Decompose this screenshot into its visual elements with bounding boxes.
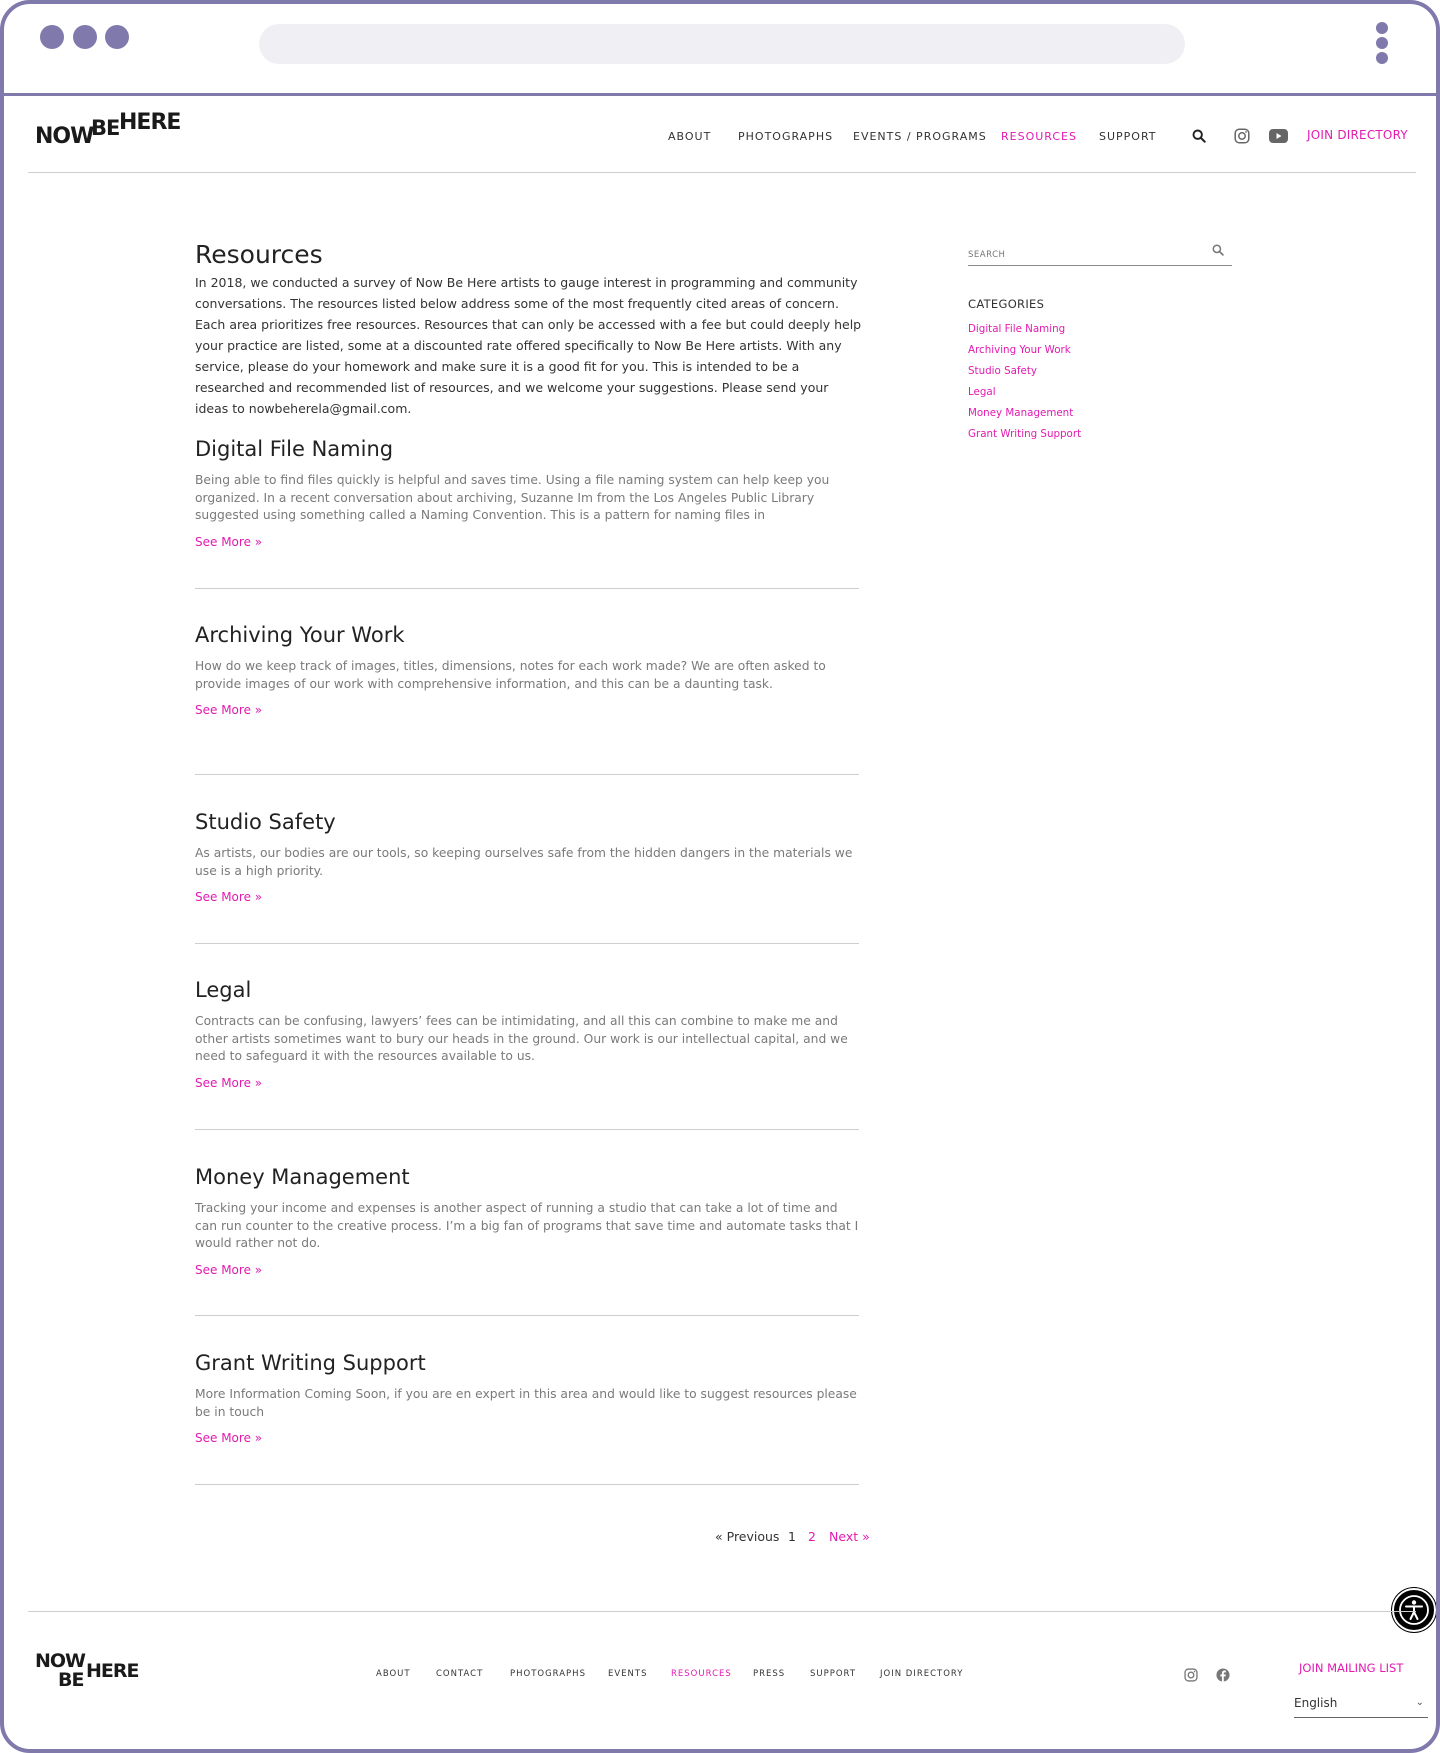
browser-chrome — [4, 4, 1436, 96]
category-link[interactable]: Studio Safety — [968, 365, 1038, 377]
category-link[interactable]: Money Management — [968, 407, 1074, 419]
pagination-page-current: 1 — [788, 1529, 796, 1544]
footer-nav-photographs[interactable]: PHOTOGRAPHS — [510, 1669, 586, 1679]
post-divider — [195, 1315, 859, 1316]
language-select[interactable] — [1294, 1696, 1428, 1718]
search-input[interactable] — [968, 250, 1198, 260]
footer-nav-contact[interactable]: CONTACT — [436, 1669, 484, 1679]
accessibility-icon — [1394, 1590, 1434, 1630]
logo-now: NOW — [35, 124, 94, 149]
instagram-icon[interactable] — [1234, 128, 1250, 144]
post-excerpt: How do we keep track of images, titles, dimensions, notes for each work made? We are often asked to provide images of our work with comprehensive information, and this can be a daunting task. — [195, 659, 826, 691]
category-link[interactable]: Grant Writing Support — [968, 428, 1082, 440]
see-more-link[interactable]: See More » — [195, 1075, 263, 1090]
post-item — [195, 1350, 859, 1446]
post-excerpt: As artists, our bodies are our tools, so keeping ourselves safe from the hidden dangers in the materials we use is a high priority. — [195, 846, 853, 878]
post-divider — [195, 1484, 859, 1485]
post-excerpt: Being able to find files quickly is helpful and saves time. Using a file naming system can help keep you organized. In a recent conversation about archiving, Suzanne Im from the Los Angeles Public Library suggested using something called a Naming Convention. This is a pattern for naming files in — [195, 473, 830, 522]
join-directory-link[interactable]: JOIN DIRECTORY — [1307, 128, 1408, 142]
logo-here: HERE — [86, 1660, 139, 1682]
category-link[interactable]: Archiving Your Work — [968, 344, 1071, 356]
instagram-icon[interactable] — [1184, 1668, 1198, 1682]
post-item — [195, 809, 859, 905]
footer-nav-resources[interactable]: RESOURCES — [671, 1669, 732, 1679]
pagination-next[interactable]: Next » — [829, 1529, 870, 1544]
category-link[interactable]: Digital File Naming — [968, 323, 1066, 335]
intro-text: In 2018, we conducted a survey of Now Be Here artists to gauge interest in programming and community conversations. The resources listed below address some of the most frequently cited areas of concern. Each area prioritizes free resources. Resources that can only be accessed with a fee but could deeply help your practice are listed, some at a discounted rate offered specifically to Now Be Here artists. With any service, please do your homework and make sure it is a good fit for you. This is intended to be a researched and recommended list of resources, and we welcome your suggestions. Please send your ideas to nowbeherela@gmail.com. — [195, 275, 862, 416]
window-dot[interactable] — [73, 25, 97, 49]
categories-list — [968, 322, 1081, 448]
nav-events-programs[interactable]: EVENTS / PROGRAMS — [853, 130, 987, 143]
see-more-link[interactable]: See More » — [195, 1431, 263, 1445]
post-divider — [195, 1129, 859, 1130]
post-divider — [195, 588, 859, 589]
language-value: English — [1294, 1696, 1338, 1710]
main-content — [195, 240, 865, 419]
post-divider — [195, 774, 859, 775]
post-excerpt: Contracts can be confusing, lawyers’ fees can be intimidating, and all this can combine to make me and other artists sometimes want to bury our heads in the ground. Our work is our intellectual capital, and we need to safeguard it with the resources available to us. — [195, 1014, 848, 1063]
see-more-link[interactable]: See More » — [195, 703, 263, 717]
window-dot[interactable] — [40, 25, 64, 49]
header-divider — [28, 172, 1416, 173]
post-excerpt: More Information Coming Soon, if you are en expert in this area and would like to suggest resources please be in touch — [195, 1387, 857, 1419]
nav-photographs[interactable]: PHOTOGRAPHS — [738, 130, 834, 143]
see-more-link[interactable]: See More » — [195, 1262, 263, 1277]
see-more-link[interactable]: See More » — [195, 890, 263, 904]
more-menu-icon[interactable] — [1372, 22, 1392, 70]
post-item — [195, 977, 859, 1091]
join-mailing-list-link[interactable]: JOIN MAILING LIST — [1299, 1661, 1404, 1675]
pagination-page-link[interactable]: 2 — [808, 1529, 816, 1544]
site-logo[interactable] — [35, 110, 181, 150]
post-divider — [195, 943, 859, 944]
search-icon[interactable] — [1192, 129, 1206, 143]
post-excerpt: Tracking your income and expenses is another aspect of running a studio that can take a lot of time and can run counter to the creative process. I’m a big fan of programs that save time and automate tasks that I would rather not do. — [195, 1201, 859, 1250]
post-title[interactable]: Archiving Your Work — [195, 623, 405, 647]
accessibility-button[interactable] — [1392, 1588, 1436, 1632]
facebook-icon[interactable] — [1216, 1668, 1230, 1682]
category-link[interactable]: Legal — [968, 386, 996, 398]
post-title[interactable]: Grant Writing Support — [195, 1351, 426, 1375]
post-title[interactable]: Legal — [195, 978, 252, 1002]
footer-nav-events[interactable]: EVENTS — [608, 1669, 648, 1679]
post-item — [195, 622, 859, 718]
post-title[interactable]: Money Management — [195, 1165, 410, 1189]
address-bar[interactable] — [259, 24, 1185, 64]
sidebar-search — [968, 242, 1232, 266]
logo-now: NOW — [35, 1650, 86, 1672]
categories-heading: CATEGORIES — [968, 297, 1045, 311]
footer-nav-about[interactable]: ABOUT — [376, 1669, 411, 1679]
footer-nav-support[interactable]: SUPPORT — [810, 1669, 857, 1679]
logo-be: BE — [58, 1669, 84, 1691]
window-dot[interactable] — [105, 25, 129, 49]
see-more-link[interactable]: See More » — [195, 534, 263, 549]
footer-divider — [28, 1611, 1416, 1612]
footer-nav-join-directory[interactable]: JOIN DIRECTORY — [880, 1669, 964, 1679]
post-title[interactable]: Studio Safety — [195, 810, 336, 834]
nav-support[interactable]: SUPPORT — [1099, 130, 1157, 143]
chevron-down-icon: ⌄ — [1415, 1697, 1424, 1708]
logo-here: HERE — [119, 110, 181, 135]
site-header — [4, 96, 1436, 172]
pagination-previous[interactable]: « Previous — [715, 1529, 780, 1544]
post-item — [195, 436, 859, 550]
footer-logo[interactable] — [35, 1650, 145, 1692]
page-title: Resources — [195, 240, 323, 269]
nav-about[interactable]: ABOUT — [668, 130, 712, 143]
footer-nav-press[interactable]: PRESS — [753, 1669, 786, 1679]
logo-be: BE — [91, 116, 120, 140]
post-item — [195, 1164, 859, 1278]
search-icon[interactable] — [1212, 244, 1224, 256]
nav-resources[interactable]: RESOURCES — [1001, 130, 1077, 143]
post-title[interactable]: Digital File Naming — [195, 437, 394, 461]
youtube-icon[interactable] — [1269, 129, 1288, 143]
